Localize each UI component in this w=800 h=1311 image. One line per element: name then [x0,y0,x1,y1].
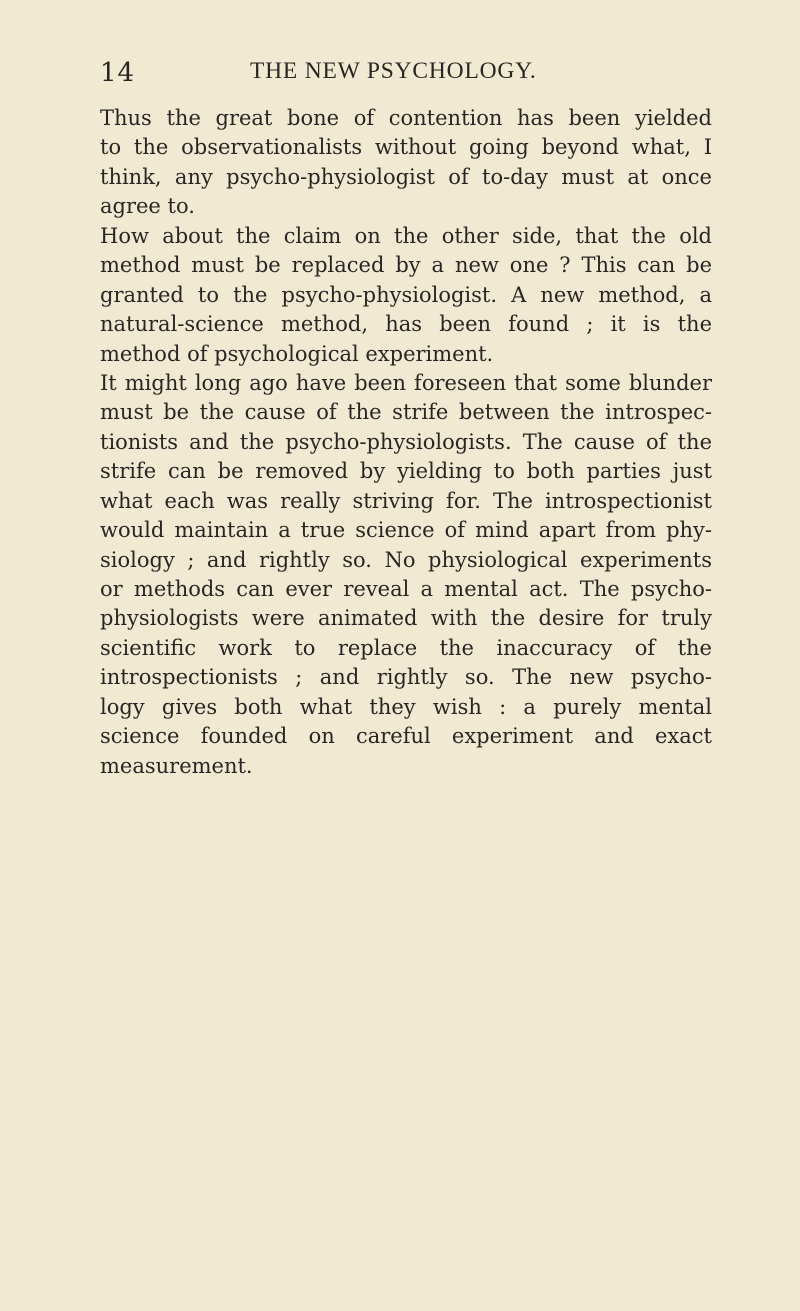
text-line: Thus the great bone of contention has been yielded [100,106,712,130]
text-line: siology ; and rightly so. No physiological experiments [100,547,712,572]
text-line: measurement. [100,753,253,778]
running-title: THE NEW PSYCHOLOGY. [250,58,537,84]
text-line: or methods can ever reveal a mental act. The psycho- [100,577,712,601]
text-line: granted to the psycho-physiologist. A new method, a [100,282,712,307]
text-line: physiologists were animated with the desire for truly [100,606,712,631]
text-line: strife can be removed by yielding to both parties just [100,459,712,484]
text-line: science founded on careful experiment and exact [100,724,712,749]
text-line: to the observationalists without going beyond what, I [100,135,712,160]
text-line: method must be replaced by a new one ? This can be [100,253,712,278]
text-line: think, any psycho-physiologist of to-day must at once [100,164,712,189]
text-line: natural-science method, has been found ; it is the [100,312,712,337]
text-line: It might long ago have been foreseen that some blunder [100,370,712,395]
text-line: How about the claim on the other side, that the old [100,223,712,248]
text-line: scientific work to replace the inaccuracy of the [100,635,712,660]
text-line: logy gives both what they wish : a purely mental [100,694,712,719]
page-number: 14 [100,58,136,88]
running-head [100,58,720,98]
paragraph [100,222,712,369]
text-line: method of psychological experiment. [100,341,494,366]
paragraph [100,104,712,222]
text-line: what each was really striving for. The introspectionist [100,488,712,513]
text-line: must be the cause of the strife between the introspec- [100,400,712,425]
text-line: introspectionists ; and rightly so. The new psycho- [100,665,712,690]
text-line: agree to. [100,194,195,219]
body-text [100,104,712,781]
paragraph [100,369,712,781]
text-line: tionists and the psycho-physiologists. The cause of the [100,429,712,454]
text-line: would maintain a true science of mind apart from phy- [100,518,712,543]
